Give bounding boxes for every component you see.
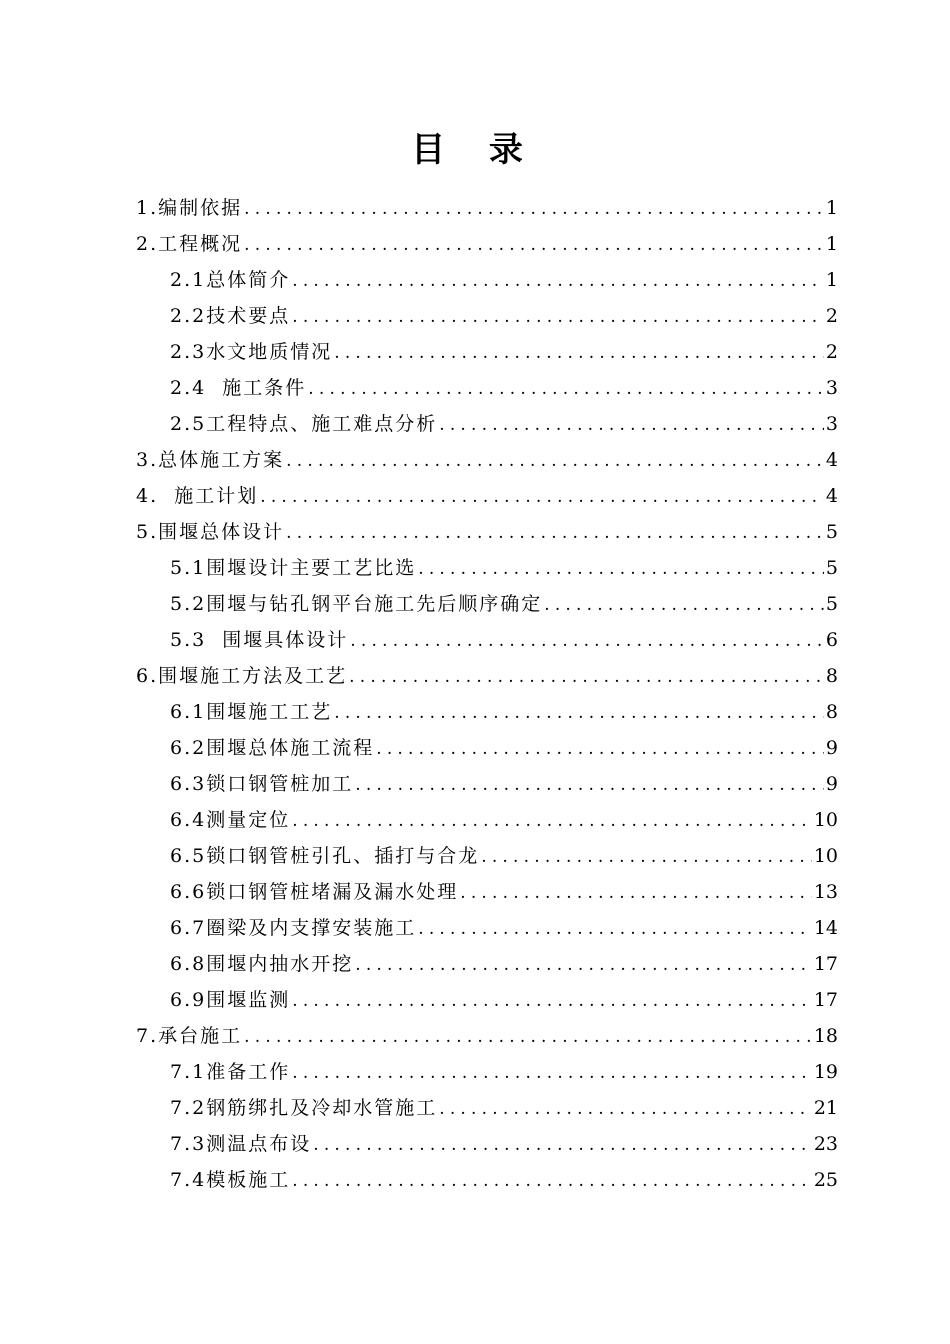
toc-dot-leader <box>439 407 824 443</box>
toc-entry-title: 2.2技术要点 <box>170 305 291 327</box>
toc-entry-title: 6.围堰施工方法及工艺 <box>136 665 348 687</box>
toc-entry[interactable] <box>136 1018 838 1054</box>
toc-entry[interactable] <box>136 1162 838 1198</box>
toc-dot-leader <box>334 335 824 371</box>
toc-entry[interactable] <box>136 1054 838 1090</box>
toc-entry-title: 5.1围堰设计主要工艺比选 <box>170 557 417 579</box>
page-title: 目 录 <box>411 130 539 170</box>
toc-entry-page-number: 10 <box>813 845 838 867</box>
toc-entry[interactable] <box>136 982 838 1018</box>
toc-entry[interactable] <box>136 874 838 910</box>
toc-dot-leader <box>292 983 812 1019</box>
toc-entry-page-number: 8 <box>825 701 838 723</box>
toc-entry-page-number: 6 <box>825 629 838 651</box>
toc-dot-leader <box>544 587 824 623</box>
toc-dot-leader <box>460 875 812 911</box>
toc-entry[interactable] <box>136 334 838 370</box>
toc-entry-page-number: 19 <box>813 1061 838 1083</box>
toc-dot-leader <box>244 1019 812 1055</box>
toc-dot-leader <box>334 695 824 731</box>
toc-entry-title: 6.5锁口钢管桩引孔、插打与合龙 <box>170 845 480 867</box>
toc-entry-page-number: 4 <box>825 485 838 507</box>
toc-entry-page-number: 1 <box>825 233 838 255</box>
toc-entry-page-number: 2 <box>825 341 838 363</box>
toc-dot-leader <box>481 839 812 875</box>
toc-entry[interactable] <box>136 442 838 478</box>
toc-dot-leader <box>439 1091 812 1127</box>
toc-entry-page-number: 3 <box>825 413 838 435</box>
toc-entry[interactable] <box>136 226 838 262</box>
toc-entry-title: 6.1围堰施工工艺 <box>170 701 333 723</box>
toc-entry[interactable] <box>136 370 838 406</box>
toc-entry[interactable] <box>136 1126 838 1162</box>
toc-entry[interactable] <box>136 838 838 874</box>
toc-entry-page-number: 14 <box>813 917 838 939</box>
toc-dot-leader <box>292 299 824 335</box>
toc-dot-leader <box>355 767 824 803</box>
toc-dot-leader <box>292 263 824 299</box>
toc-entry-page-number: 4 <box>825 449 838 471</box>
toc-entry[interactable] <box>136 658 838 694</box>
toc-entry-page-number: 21 <box>813 1097 838 1119</box>
toc-entry[interactable] <box>136 730 838 766</box>
table-of-contents <box>136 190 838 1198</box>
toc-entry-page-number: 10 <box>813 809 838 831</box>
toc-entry-title: 1.编制依据 <box>136 197 243 219</box>
toc-entry-title: 2.5工程特点、施工难点分析 <box>170 413 438 435</box>
toc-dot-leader <box>292 1055 812 1091</box>
toc-dot-leader <box>292 803 812 839</box>
toc-entry[interactable] <box>136 190 838 226</box>
toc-dot-leader <box>418 911 812 947</box>
toc-entry-page-number: 1 <box>825 197 838 219</box>
toc-entry-page-number: 5 <box>825 557 838 579</box>
toc-entry-title: 6.9围堰监测 <box>170 989 291 1011</box>
toc-entry-title: 6.3锁口钢管桩加工 <box>170 773 354 795</box>
toc-entry-title: 2.1总体简介 <box>170 269 291 291</box>
toc-entry-page-number: 13 <box>813 881 838 903</box>
toc-entry[interactable] <box>136 622 838 658</box>
toc-entry-title: 7.3测温点布设 <box>170 1133 312 1155</box>
toc-entry[interactable] <box>136 946 838 982</box>
toc-entry-page-number: 9 <box>825 773 838 795</box>
toc-entry-page-number: 25 <box>813 1169 838 1191</box>
toc-entry-title: 6.6锁口钢管桩堵漏及漏水处理 <box>170 881 459 903</box>
toc-entry-title: 7.4模板施工 <box>170 1169 291 1191</box>
toc-entry-page-number: 18 <box>813 1025 838 1047</box>
toc-entry[interactable] <box>136 262 838 298</box>
toc-entry-title: 7.承台施工 <box>136 1025 243 1047</box>
toc-entry[interactable] <box>136 514 838 550</box>
toc-entry-page-number: 1 <box>825 269 838 291</box>
toc-entry[interactable] <box>136 694 838 730</box>
toc-entry-title: 3.总体施工方案 <box>136 449 285 471</box>
toc-dot-leader <box>244 227 824 263</box>
toc-dot-leader <box>349 659 824 695</box>
toc-entry-page-number: 2 <box>825 305 838 327</box>
toc-entry-title: 2.3水文地质情况 <box>170 341 333 363</box>
toc-entry[interactable] <box>136 766 838 802</box>
toc-entry-page-number: 17 <box>813 953 838 975</box>
toc-entry-page-number: 5 <box>825 521 838 543</box>
toc-entry[interactable] <box>136 550 838 586</box>
toc-entry-title: 7.2钢筋绑扎及冷却水管施工 <box>170 1097 438 1119</box>
toc-entry[interactable] <box>136 1090 838 1126</box>
toc-dot-leader <box>418 551 824 587</box>
toc-entry-page-number: 5 <box>825 593 838 615</box>
toc-dot-leader <box>292 1163 812 1199</box>
toc-entry[interactable] <box>136 298 838 334</box>
toc-dot-leader <box>286 515 824 551</box>
toc-entry-page-number: 9 <box>825 737 838 759</box>
toc-entry[interactable] <box>136 406 838 442</box>
toc-dot-leader <box>376 731 824 767</box>
toc-entry-title: 2.4 施工条件 <box>170 377 307 399</box>
toc-entry-title: 7.1准备工作 <box>170 1061 291 1083</box>
toc-entry-title: 6.7圈梁及内支撑安装施工 <box>170 917 417 939</box>
toc-entry-page-number: 8 <box>825 665 838 687</box>
toc-entry-title: 6.4测量定位 <box>170 809 291 831</box>
toc-dot-leader <box>286 443 824 479</box>
toc-entry-title: 6.2围堰总体施工流程 <box>170 737 375 759</box>
toc-entry-title: 6.8围堰内抽水开挖 <box>170 953 354 975</box>
toc-entry-title: 5.3 围堰具体设计 <box>170 629 349 651</box>
toc-entry-page-number: 3 <box>825 377 838 399</box>
toc-entry-title: 5.2围堰与钻孔钢平台施工先后顺序确定 <box>170 593 543 615</box>
toc-dot-leader <box>260 479 824 515</box>
toc-dot-leader <box>244 191 824 227</box>
toc-entry-title: 5.围堰总体设计 <box>136 521 285 543</box>
toc-entry-page-number: 23 <box>813 1133 838 1155</box>
toc-entry[interactable] <box>136 478 838 514</box>
toc-dot-leader <box>355 947 812 983</box>
toc-entry[interactable] <box>136 802 838 838</box>
toc-dot-leader <box>308 371 824 407</box>
toc-dot-leader <box>350 623 824 659</box>
toc-entry[interactable] <box>136 586 838 622</box>
toc-entry-title: 2.工程概况 <box>136 233 243 255</box>
toc-entry-title: 4. 施工计划 <box>136 485 259 507</box>
toc-dot-leader <box>313 1127 812 1163</box>
toc-entry[interactable] <box>136 910 838 946</box>
toc-entry-page-number: 17 <box>813 989 838 1011</box>
